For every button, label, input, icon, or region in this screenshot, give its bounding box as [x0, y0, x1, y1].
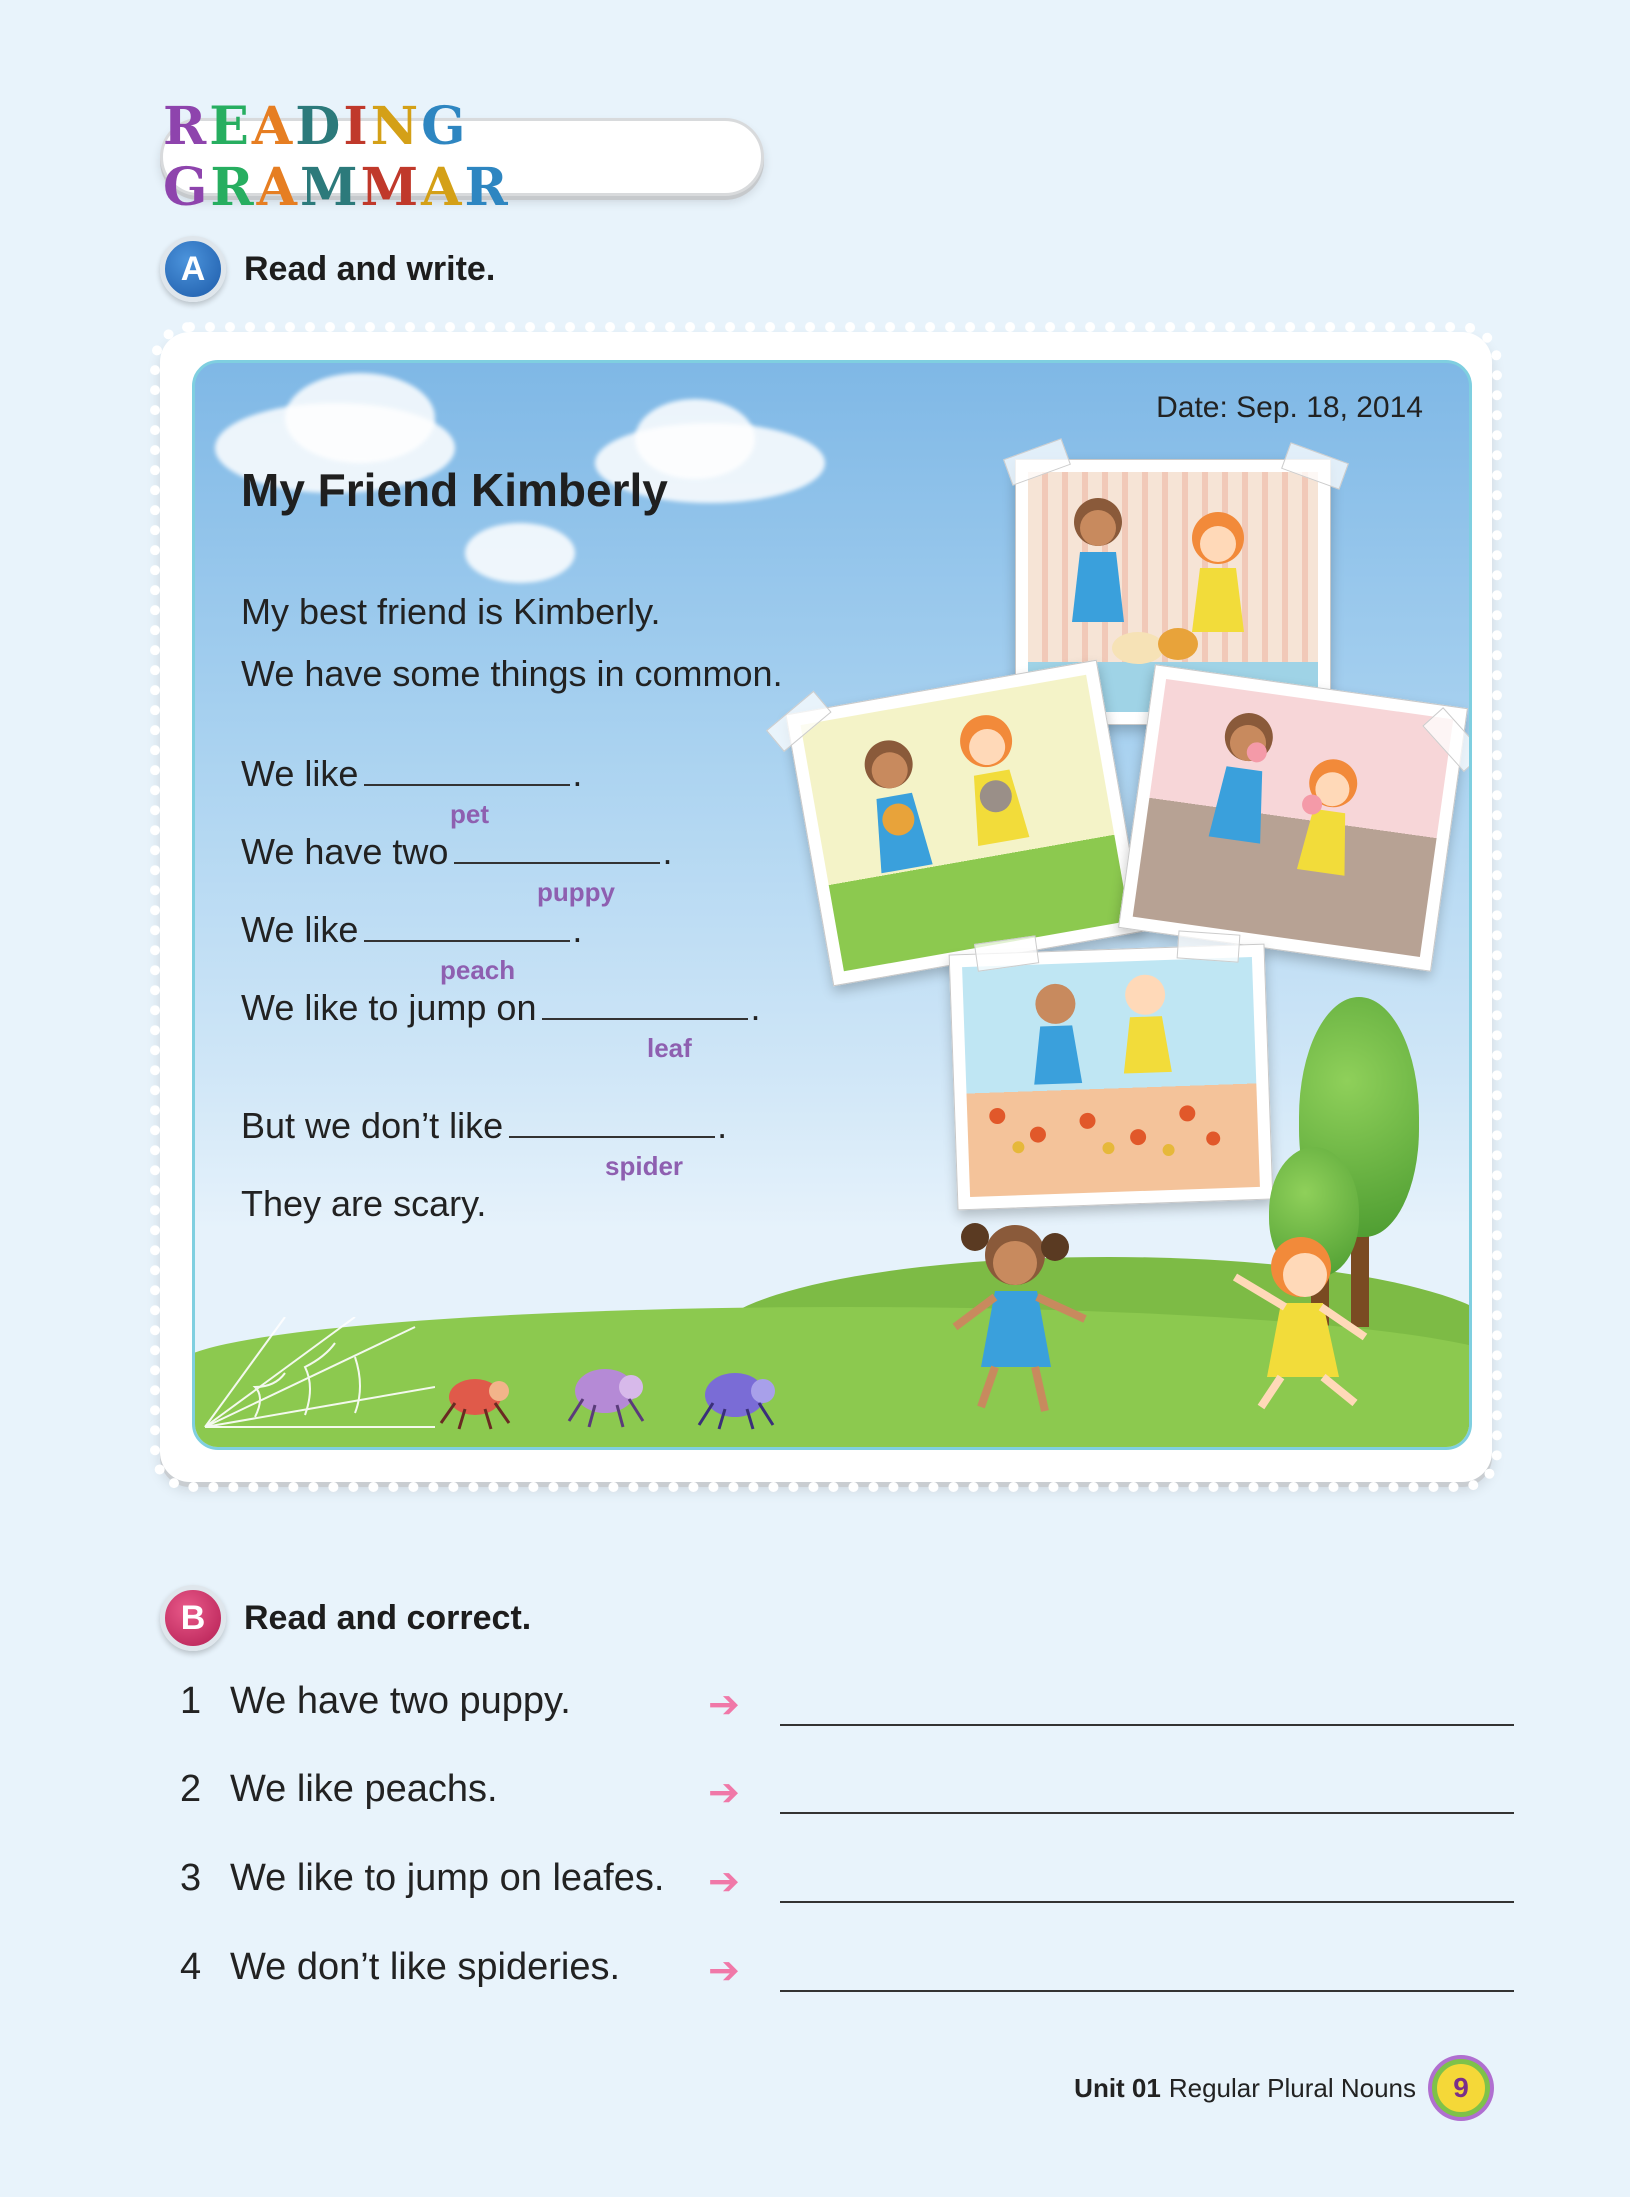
answer-blank[interactable]	[542, 988, 748, 1020]
correction-item-3: 3 We like to jump on leafes.	[180, 1857, 665, 1899]
story-closing: They are scary.	[241, 1183, 487, 1224]
arrow-right-icon: ➔	[708, 1861, 740, 1903]
unit-label: Unit 01	[1074, 2072, 1161, 2103]
spider-icon	[441, 1379, 509, 1429]
spider-icon	[569, 1369, 643, 1427]
banner-letter: N	[370, 96, 422, 157]
banner-letter: A	[251, 96, 296, 157]
banner-letter: R	[163, 96, 210, 157]
story-title: My Friend Kimberly	[241, 464, 668, 516]
hint-word: peach	[440, 955, 516, 985]
page-number: 9	[1432, 2059, 1490, 2117]
arrow-right-icon: ➔	[708, 1684, 740, 1726]
answer-line[interactable]	[780, 1988, 1514, 1992]
girls-illustration	[1028, 472, 1294, 688]
section-a-instruction: Read and write.	[244, 249, 496, 288]
spiders-illustration	[425, 1347, 805, 1437]
answer-blank[interactable]	[364, 754, 570, 786]
answer-blank[interactable]	[364, 910, 570, 942]
fill-in-line-3: We like .	[241, 909, 583, 950]
arrow-right-icon: ➔	[708, 1950, 740, 1992]
answer-line[interactable]	[780, 1722, 1514, 1726]
banner-word-grammar	[163, 157, 511, 218]
banner-letter: M	[300, 157, 361, 218]
banner-letter: I	[343, 96, 371, 157]
correction-item-4: 4 We don’t like spideries.	[180, 1946, 621, 1988]
banner-title	[163, 96, 761, 218]
fill-in-line-2: We have two .	[241, 831, 673, 872]
banner-letter: E	[209, 96, 252, 157]
banner-letter: A	[256, 157, 300, 218]
hint-word: spider	[605, 1151, 684, 1181]
story-card	[192, 360, 1472, 1450]
banner-letter: D	[295, 96, 344, 157]
fill-in-line-4: We like to jump on .	[241, 987, 761, 1028]
story-intro-line: We have some things in common.	[241, 653, 783, 694]
story-card-frame	[160, 332, 1492, 1482]
cloud	[285, 373, 435, 463]
fill-in-line-1: We like .	[241, 753, 583, 794]
section-banner	[160, 96, 764, 218]
section-a-badge: A	[160, 236, 226, 302]
story-date: Date: Sep. 18, 2014	[1156, 391, 1423, 424]
section-a-header	[160, 236, 495, 302]
answer-blank[interactable]	[509, 1106, 715, 1138]
arrow-right-icon: ➔	[708, 1772, 740, 1814]
running-girl-illustration	[925, 1207, 1125, 1427]
girls-illustration	[800, 679, 1101, 948]
banner-letter: R	[464, 157, 511, 218]
hint-word: leaf	[647, 1033, 692, 1063]
answer-line[interactable]	[780, 1899, 1514, 1903]
running-girl-illustration	[1205, 1207, 1405, 1427]
spider-icon	[699, 1373, 775, 1429]
answer-blank[interactable]	[454, 832, 660, 864]
banner-letter: A	[421, 157, 465, 218]
unit-topic: Regular Plural Nouns	[1168, 2072, 1416, 2103]
photo-girls-eating-peaches	[1118, 664, 1468, 971]
cloud	[465, 523, 575, 583]
fill-in-line-5: But we don’t like .	[241, 1105, 728, 1146]
section-b-instruction: Read and correct.	[244, 1598, 532, 1637]
hint-word: pet	[450, 799, 489, 829]
banner-letter: G	[421, 96, 469, 157]
correction-item-2: 2 We like peachs.	[180, 1768, 498, 1810]
answer-line[interactable]	[780, 1810, 1514, 1814]
banner-letter: M	[360, 157, 422, 218]
photo-girls-jumping-leaves	[949, 944, 1274, 1211]
hint-word: puppy	[537, 877, 615, 907]
section-b-badge: B	[160, 1585, 226, 1651]
banner-word-reading	[163, 96, 469, 157]
banner-letter: R	[210, 157, 257, 218]
girls-illustration	[962, 958, 1235, 1173]
photo-girls-holding-puppies	[785, 660, 1144, 987]
spider-web-icon	[195, 1317, 435, 1437]
page-footer	[1074, 2059, 1490, 2117]
story-intro-line: My best friend is Kimberly.	[241, 591, 661, 632]
correction-item-1: 1 We have two puppy.	[180, 1680, 571, 1722]
girls-illustration	[1136, 679, 1429, 930]
banner-letter: G	[163, 157, 211, 218]
section-b-header	[160, 1585, 531, 1651]
